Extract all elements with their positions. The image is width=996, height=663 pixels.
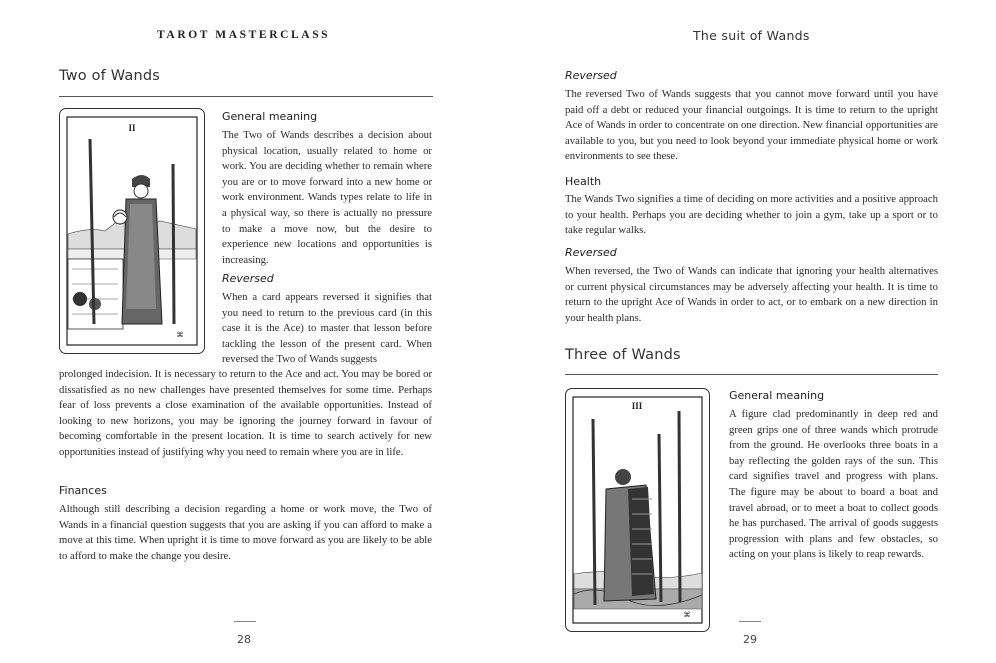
running-head: The suit of Wands	[693, 28, 810, 43]
two-of-wands-illustration	[60, 109, 204, 353]
reversed-text-beside-card: When a card appears reversed it signifies that you need to return to the previous card (in this case it is the Ace) to master that lesson before tackling the lesson of the present card. When reversed the Two of Wands suggests	[222, 291, 432, 366]
svg-text:⌘: ⌘	[683, 611, 691, 619]
page-number: 28	[237, 633, 251, 646]
finances-heading: Finances	[59, 484, 107, 497]
page-number: 29	[743, 633, 757, 646]
general-meaning-heading: General meaning	[222, 110, 318, 123]
reversed-text: prolonged indecision. It is necessary to return to the Ace and act. You may be bored or dissatisfied as no new challenges have presented themselves for some time. Perhaps fear of loss prevents a close examination of the available opportunities. Instead of looking to new horizons, you may be ignoring the journey forward in favour of becoming comfortable in the present location. It is time to search actively for new opportunities instead of justifying why you need to remain where you are in life.	[59, 368, 432, 458]
section-rule	[565, 374, 938, 375]
page-number-rule	[234, 621, 256, 622]
reversed-text: The reversed Two of Wands suggests that you cannot move forward until you have paid off a debt or reduced your financial outgoings. It is time to return to the upright Ace of Wands in order to concentrate on one direction. New financial opportunities are available to you, but you need to look beyond your immediate physical home or work environments to see these.	[565, 88, 938, 163]
health-reversed-text: When reversed, the Two of Wands can indicate that ignoring your health alternatives or current physical circumstances may be adversely affecting your health. It is time to return to the upright Ace of Wands in order to act, or to embark on a new direction in your health plans.	[565, 265, 938, 324]
right-page	[498, 0, 996, 663]
three-of-wands-illustration	[566, 389, 709, 631]
finances-text: Although still describing a decision regarding a home or work move, the Two of Wands in a financial question suggests that you are asking if you can afford to make a move at this time. When upright it is time to move forward as you are likely to be able to afford to make the change you desire.	[59, 503, 432, 562]
three-of-wands-card	[565, 388, 710, 632]
card-numeral: III	[631, 401, 643, 411]
health-reversed-heading: Reversed	[565, 246, 617, 259]
running-head: TAROT MASTERCLASS	[157, 29, 331, 41]
page-number-rule	[739, 621, 761, 622]
section-title: Three of Wands	[565, 347, 681, 363]
reversed-heading: Reversed	[222, 272, 274, 285]
general-meaning-text: The Two of Wands describes a decision about physical location, usually related to home or work. You are deciding whether to remain where you are or to move forward into a new home or work environment. Wands types relate to life in a physical way, so there is actually no pressure to make a move now, but the desire to experience new locations and opportunities is increasing.	[222, 129, 432, 266]
reversed-heading: Reversed	[565, 69, 617, 82]
section-rule	[59, 96, 433, 97]
svg-text:⌘: ⌘	[176, 331, 184, 339]
two-of-wands-card	[59, 108, 205, 354]
health-heading: Health	[565, 175, 602, 188]
general-meaning-heading: General meaning	[729, 389, 825, 402]
health-text: The Wands Two signifies a time of deciding on more activities and a positive approach to your health. Perhaps you are deciding whether to join a gym, take up a sport or to take regular walks.	[565, 193, 938, 237]
general-meaning-text: A figure clad predominantly in deep red and green grips one of three wands which protrude from the ground. He overlooks three boats in a bay reflecting the golden rays of the sun. This card signifies travel and progress with plans. The figure may be about to board a boat and travel abroad, or to meet a boat to collect goods he has purchased. The arrival of goods suggests progression with plans and few obstacles, so acting on your plans is likely to reap rewards.	[729, 408, 938, 561]
section-title: Two of Wands	[59, 68, 161, 84]
card-numeral: II	[128, 123, 136, 133]
